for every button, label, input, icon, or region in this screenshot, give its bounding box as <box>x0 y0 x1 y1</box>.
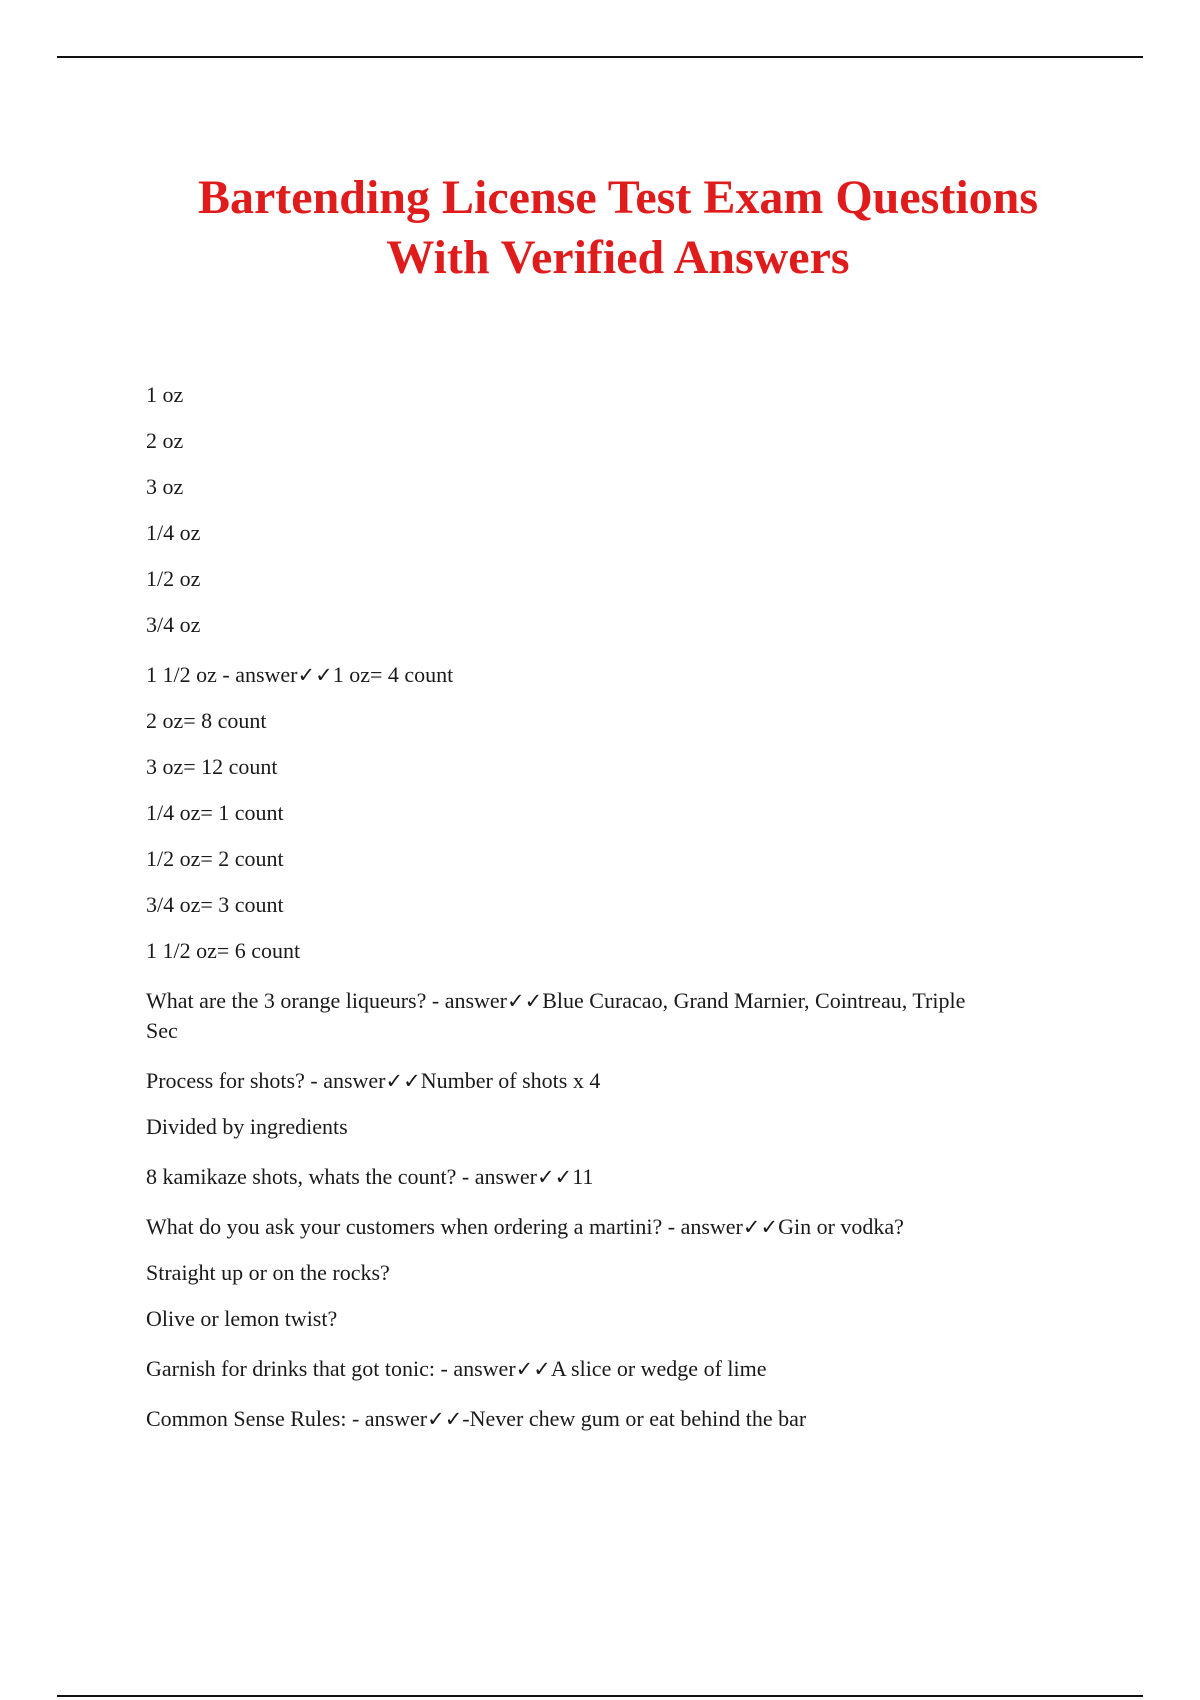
text-line: 2 oz= 8 count <box>146 708 267 733</box>
qa-item <box>146 986 1066 1046</box>
question-text: What do you ask your customers when ordering a martini? - answer <box>146 1214 743 1239</box>
answer-text: -Never chew gum or eat behind the bar <box>462 1406 807 1431</box>
double-check-icon: ✓✓ <box>385 1069 421 1093</box>
double-check-icon: ✓✓ <box>427 1407 463 1431</box>
answer-text: Gin or vodka? <box>778 1214 904 1239</box>
question-text: Common Sense Rules: - answer <box>146 1406 428 1431</box>
text-line: 3/4 oz= 3 count <box>146 892 284 917</box>
top-divider <box>57 56 1143 58</box>
text-line: 3 oz= 12 count <box>146 754 278 779</box>
text-line: 1/2 oz <box>146 566 201 591</box>
answer-text: 1 oz= 4 count <box>332 662 454 687</box>
title-line-2: With Verified Answers <box>386 231 850 284</box>
answer-text: 11 <box>572 1164 594 1189</box>
answer-text: A slice or wedge of lime <box>550 1356 767 1381</box>
double-check-icon: ✓✓ <box>507 989 543 1013</box>
qa-item <box>146 660 1066 690</box>
text-line: 1 1/2 oz= 6 count <box>146 938 301 963</box>
answer-text: Number of shots x 4 <box>420 1068 601 1093</box>
question-text: What are the 3 orange liqueurs? - answer <box>146 988 508 1013</box>
text-line: Straight up or on the rocks? <box>146 1260 390 1285</box>
text-line: Olive or lemon twist? <box>146 1306 338 1331</box>
text-line: 1/2 oz= 2 count <box>146 846 284 871</box>
qa-item <box>146 1162 1066 1192</box>
question-text: Garnish for drinks that got tonic: - answer <box>146 1356 516 1381</box>
text-line: Divided by ingredients <box>146 1114 348 1139</box>
answer-text: Blue Curacao, Grand Marnier, Cointreau, Triple <box>542 988 966 1013</box>
text-line: 1 oz <box>146 382 184 407</box>
question-text: 8 kamikaze shots, whats the count? - answer <box>146 1164 537 1189</box>
double-check-icon: ✓✓ <box>537 1165 573 1189</box>
text-line: 2 oz <box>146 428 184 453</box>
qa-item <box>146 1404 1066 1434</box>
bottom-divider <box>57 1695 1143 1697</box>
text-line: 1/4 oz= 1 count <box>146 800 284 825</box>
double-check-icon: ✓✓ <box>297 663 333 687</box>
text-line: 1/4 oz <box>146 520 201 545</box>
document-body <box>146 380 1066 1434</box>
text-line: 3/4 oz <box>146 612 201 637</box>
qa-item <box>146 1066 1066 1096</box>
qa-item <box>146 1354 1066 1384</box>
double-check-icon: ✓✓ <box>742 1215 779 1239</box>
title-line-1: Bartending License Test Exam Questions <box>197 171 1039 224</box>
question-text: Process for shots? - answer <box>146 1068 386 1093</box>
qa-item <box>146 1212 1066 1242</box>
document-title <box>0 168 1200 288</box>
text-line: 3 oz <box>146 474 184 499</box>
question-text: 1 1/2 oz - answer <box>146 662 298 687</box>
double-check-icon: ✓✓ <box>515 1357 551 1381</box>
answer-text-continued: Sec <box>146 1018 178 1043</box>
